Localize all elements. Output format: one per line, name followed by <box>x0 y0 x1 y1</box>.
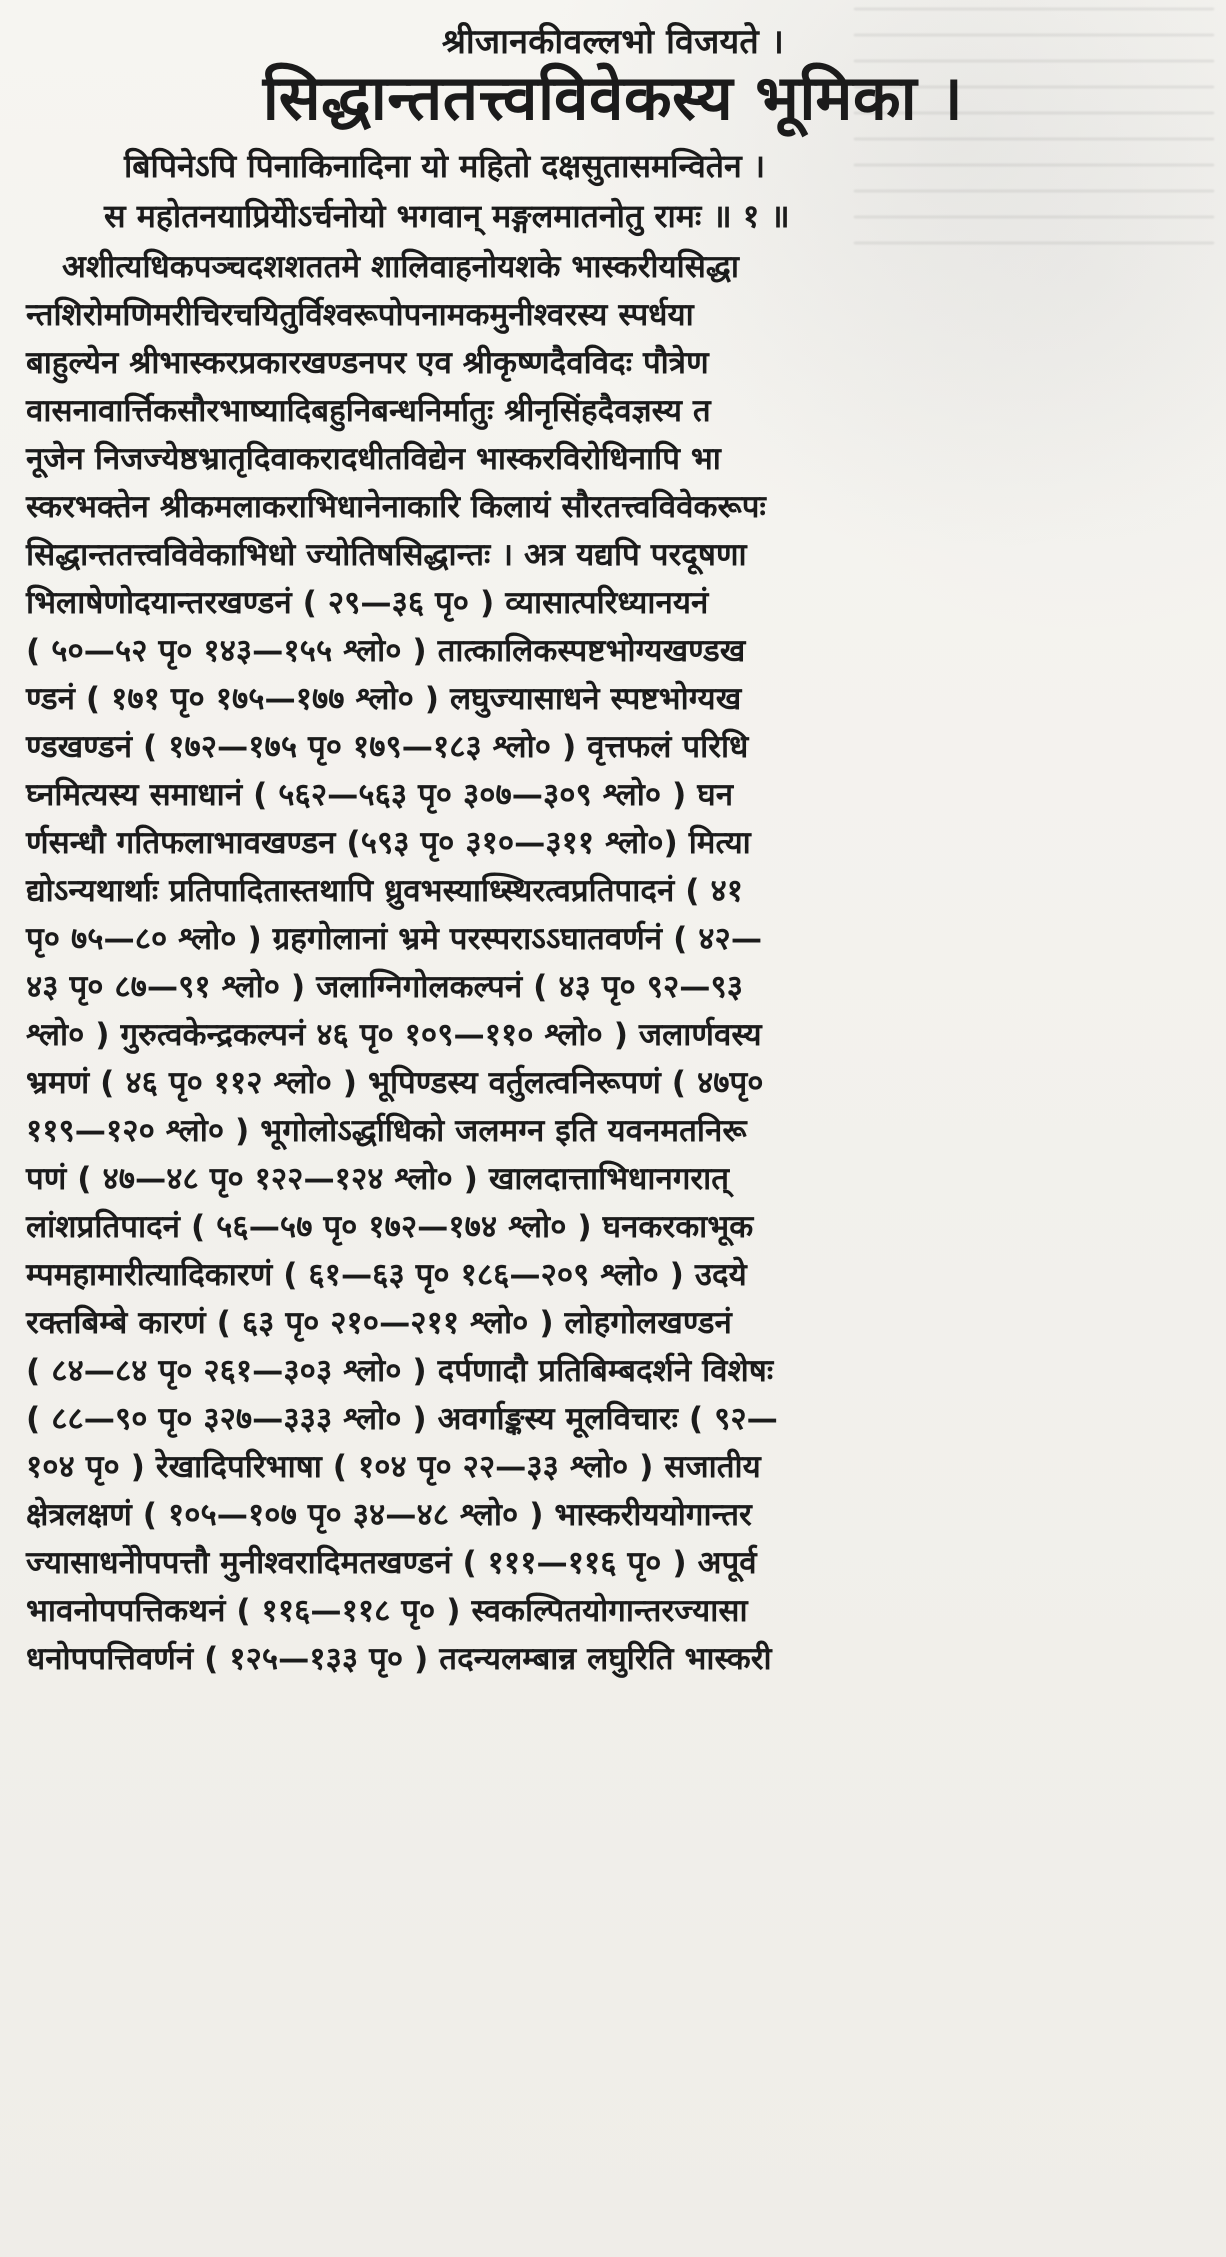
body-line-22: म्पमहामारीत्यादिकारणं ( ६१—६३ पृ० १८६—२०९ श्लो० ) उदये <box>26 1257 747 1294</box>
body-line-23: रक्तबिम्बे कारणं ( ६३ पृ० २१०—२११ श्लो० ) लोहगोलखण्डनं <box>26 1305 732 1342</box>
body-line-10: ण्डनं ( १७१ पृ० १७५—१७७ श्लो० ) लघुज्यासाधने स्पष्टभोग्यख <box>26 681 742 718</box>
body-line-7: सिद्धान्ततत्त्वविवेकाभिधो ज्योतिषसिद्धान्तः । अत्र यद्यपि परदूषणा <box>26 537 747 574</box>
body-line-27: क्षेत्रलक्षणं ( १०५—१०७ पृ० ३४—४८ श्लो० ) भास्करीययोगान्तर <box>26 1497 752 1534</box>
body-line-2: न्तशिरोमणिमरीचिरचयितुर्विश्वरूपोपनामकमुनीश्वरस्य स्पर्धया <box>26 297 694 334</box>
opening-verse <box>26 141 1200 241</box>
body-line-13: र्णसन्धौ गतिफलाभावखण्डन (५९३ पृ० ३१०—३११ श्लो०) मित्या <box>26 825 751 862</box>
body-line-19: ११९—१२० श्लो० ) भूगोलोऽर्द्धाधिको जलमग्न इति यवनमतनिरू <box>26 1113 747 1150</box>
body-line-6: स्करभक्तेन श्रीकमलाकराभिधानेनाकारि किलायं सौरतत्त्वविवेकरूपः <box>26 489 766 526</box>
body-text <box>26 243 1200 1683</box>
body-line-11: ण्डखण्डनं ( १७२—१७५ पृ० १७९—१८३ श्लो० ) वृत्तफलं परिधि <box>26 729 749 766</box>
body-line-26: १०४ पृ० ) रेखादिपरिभाषा ( १०४ पृ० २२—३३ श्लो० ) सजातीय <box>26 1449 761 1486</box>
body-line-5: नूजेन निजज्येष्ठभ्रातृदिवाकरादधीतविद्येन भास्करविरोधिनापि भा <box>26 441 721 478</box>
top-heading: श्रीजानकीवल्लभो विजयते । <box>441 22 785 62</box>
body-line-12: घ्नमित्यस्य समाधानं ( ५६२—५६३ पृ० ३०७—३०९ श्लो० ) घन <box>26 777 734 814</box>
body-line-3: बाहुल्येन श्रीभास्करप्रकारखण्डनपर एव श्रीकृष्णदैवविदः पौत्रेण <box>26 345 709 382</box>
body-line-25: ( ८८—९० पृ० ३२७—३३३ श्लो० ) अवर्गाङ्कस्य मूलविचारः ( ९२— <box>26 1401 778 1438</box>
verse-line-2: स महोतनयाप्रियेोऽर्चनोयो भगवान् मङ्गलमातनोतु रामः ॥ १ ॥ <box>104 197 790 236</box>
body-line-17: श्लो० ) गुरुत्वकेन्द्रकल्पनं ४६ पृ० १०९—११० श्लो० ) जलार्णवस्य <box>26 1017 762 1054</box>
body-line-1: अशीत्यधिकपञ्चदशशततमे शालिवाहनोयशके भास्करीयसिद्धा <box>62 249 739 286</box>
body-line-24: ( ८४—८४ पृ० २६१—३०३ श्लो० ) दर्पणादौ प्रतिबिम्बदर्शने विशेषः <box>26 1353 774 1390</box>
body-line-4: वासनावार्त्तिकसौरभाष्यादिबहुनिबन्धनिर्मातुः श्रीनृसिंहदैवज्ञस्य त <box>26 393 711 430</box>
page-title: सिद्धान्ततत्त्वविवेकस्य भूमिका । <box>262 61 964 135</box>
body-line-18: भ्रमणं ( ४६ पृ० ११२ श्लो० ) भूपिण्डस्य वर्तुलत्वनिरूपणं ( ४७पृ० <box>26 1065 764 1102</box>
body-line-29: भावनोपपत्तिकथनं ( ११६—११८ पृ० ) स्वकल्पितयोगान्तरज्यासा <box>26 1593 748 1630</box>
body-line-14: द्योऽन्यथार्थाः प्रतिपादितास्तथापि ध्रुवभस्याध्स्थिरत्वप्रतिपादनं ( ४१ <box>26 873 744 910</box>
body-line-8: भिलाषेणोदयान्तरखण्डनं ( २९—३६ पृ० ) व्यासात्परिध्यानयनं <box>26 585 709 622</box>
body-line-15: पृ० ७५—८० श्लो० ) ग्रहगोलानां भ्रमे परस्पराऽऽघातवर्णनं ( ४२— <box>26 921 763 958</box>
body-line-21: लांशप्रतिपादनं ( ५६—५७ पृ० १७२—१७४ श्लो० ) घनकरकाभूक <box>26 1209 754 1246</box>
verse-line-1: बिपिनेऽपि पिनाकिनादिना यो महितो दक्षसुतासमन्वितेन । <box>124 147 766 186</box>
body-line-16: ४३ पृ० ८७—९१ श्लो० ) जलाग्निगोलकल्पनं ( ४३ पृ० ९२—९३ <box>26 969 744 1006</box>
body-line-28: ज्यासाधनेोपपत्तौ मुनीश्वरादिमतखण्डनं ( १११—११६ पृ० ) अपूर्व <box>26 1545 757 1582</box>
body-line-20: पणं ( ४७—४८ पृ० १२२—१२४ श्लो० ) खालदात्ताभिधानगरात् <box>26 1161 730 1198</box>
body-line-30: धनोपपत्तिवर्णनं ( १२५—१३३ पृ० ) तदन्यलम्बान्न लघुरिति भास्करी <box>26 1641 772 1678</box>
body-line-9: ( ५०—५२ पृ० १४३—१५५ श्लो० ) तात्कालिकस्पष्टभोग्यखण्डख <box>26 633 746 670</box>
